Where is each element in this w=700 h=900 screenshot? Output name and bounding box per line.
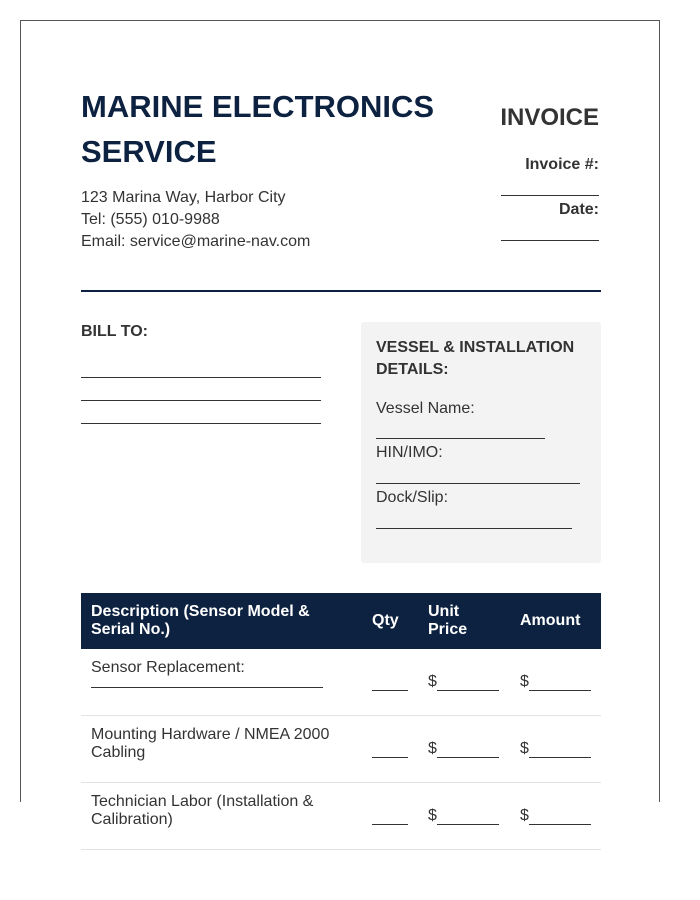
unit-price-field[interactable]: [437, 690, 499, 691]
bill-to-line-1[interactable]: [81, 377, 321, 378]
column-header-amount: Amount: [510, 593, 601, 649]
vessel-details-panel: [361, 322, 601, 563]
currency-symbol: $: [428, 740, 437, 757]
column-header-unit-price: Unit Price: [418, 593, 510, 649]
row-qty-cell: [362, 783, 418, 850]
row-description: Technician Labor (Installation & Calibration): [91, 793, 314, 828]
hin-imo-label: HIN/IMO:: [376, 444, 443, 461]
table-row: [81, 716, 601, 783]
currency-symbol: $: [428, 673, 437, 690]
row-qty-cell: [362, 716, 418, 783]
invoice-meta: [439, 101, 599, 218]
unit-price-field[interactable]: [437, 757, 499, 758]
row-description-cell: [81, 783, 362, 850]
amount-field[interactable]: [529, 757, 591, 758]
row-amount-cell: [510, 716, 601, 783]
amount-field[interactable]: [529, 824, 591, 825]
amount-field[interactable]: [529, 690, 591, 691]
company-contact: [81, 187, 310, 253]
invoice-date-field[interactable]: [501, 240, 599, 241]
bill-to-label: BILL TO:: [81, 323, 148, 340]
row-unit-price-cell: [418, 783, 510, 850]
qty-field[interactable]: [372, 757, 408, 758]
row-unit-price-cell: [418, 649, 510, 716]
table-row: [81, 783, 601, 850]
dock-slip-label: Dock/Slip:: [376, 489, 449, 506]
row-description-cell: [81, 716, 362, 783]
invoice-number-label: Invoice #:: [525, 156, 599, 173]
row-qty-cell: [362, 649, 418, 716]
bill-to-line-3[interactable]: [81, 423, 321, 424]
qty-field[interactable]: [372, 690, 408, 691]
row-description-cell: [81, 649, 362, 716]
column-header-qty: Qty: [362, 593, 418, 649]
invoice-title: INVOICE: [500, 104, 599, 131]
vessel-name-field[interactable]: [376, 438, 545, 439]
currency-symbol: $: [428, 807, 437, 824]
vessel-details-title: VESSEL & INSTALLATION DETAILS:: [376, 339, 575, 378]
vessel-name-label: Vessel Name:: [376, 400, 475, 417]
hin-imo-field[interactable]: [376, 483, 580, 484]
invoice-page: [20, 20, 660, 828]
qty-field[interactable]: [372, 824, 408, 825]
line-items-table: [81, 593, 601, 850]
header-divider: [81, 290, 601, 292]
currency-symbol: $: [520, 807, 529, 824]
bill-to-line-2[interactable]: [81, 400, 321, 401]
currency-symbol: $: [520, 673, 529, 690]
company-phone: Tel: (555) 010-9988: [81, 211, 220, 228]
company-name: MARINE ELECTRONICS SERVICE: [81, 89, 435, 169]
row-unit-price-cell: [418, 716, 510, 783]
row-description: Mounting Hardware / NMEA 2000 Cabling: [91, 726, 330, 761]
company-email: Email: service@marine-nav.com: [81, 233, 311, 250]
unit-price-field[interactable]: [437, 824, 499, 825]
invoice-number-field[interactable]: [501, 195, 599, 196]
table-header-row: [81, 593, 601, 649]
sensor-model-field[interactable]: [91, 677, 323, 688]
column-header-description: Description (Sensor Model & Serial No.): [81, 593, 362, 649]
row-amount-cell: [510, 649, 601, 716]
currency-symbol: $: [520, 740, 529, 757]
row-amount-cell: [510, 783, 601, 850]
invoice-date-label: Date:: [558, 201, 599, 218]
row-description: Sensor Replacement:: [91, 659, 245, 676]
company-address: 123 Marina Way, Harbor City: [81, 189, 286, 206]
table-row: [81, 649, 601, 716]
dock-slip-field[interactable]: [376, 528, 572, 529]
